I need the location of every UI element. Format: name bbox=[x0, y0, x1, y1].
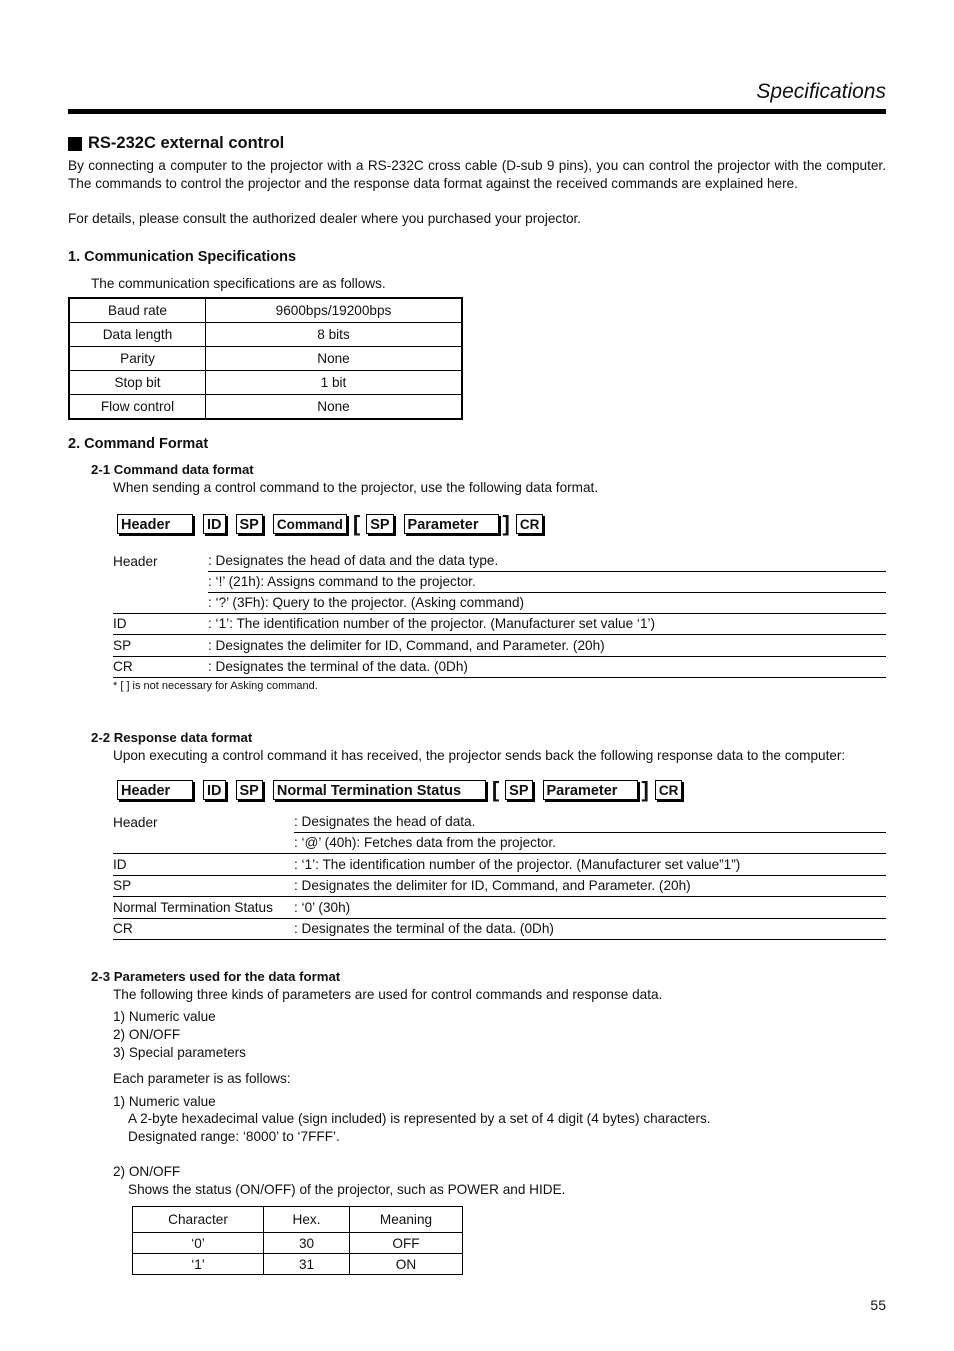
section-title-text: RS-232C external control bbox=[88, 134, 285, 152]
command-definitions bbox=[113, 551, 886, 678]
def-desc: : Designates the terminal of the data. (0Dh) bbox=[208, 659, 468, 675]
def-row bbox=[113, 897, 886, 919]
table-row bbox=[69, 395, 462, 420]
table-header-cell: Meaning bbox=[350, 1207, 463, 1233]
def-term: ID bbox=[113, 616, 127, 632]
fmt-open-bracket: [ bbox=[352, 511, 361, 536]
cmd-sub3-heading: 2-3 Parameters used for the data format bbox=[91, 969, 341, 984]
def-row bbox=[113, 551, 886, 572]
running-header: Specifications bbox=[756, 80, 886, 103]
def-row bbox=[113, 657, 886, 679]
def-term: SP bbox=[113, 878, 132, 894]
def-row bbox=[113, 854, 886, 876]
def-term: Header bbox=[113, 553, 158, 569]
response-definitions bbox=[113, 812, 886, 940]
table-cell: 30 bbox=[264, 1233, 350, 1254]
table-row bbox=[69, 371, 462, 395]
table-cell: None bbox=[206, 395, 463, 420]
fmt2-id-box: ID bbox=[203, 780, 226, 800]
fmt-close-bracket: ] bbox=[502, 511, 510, 536]
def-desc: : Designates the head of data and the data type. bbox=[208, 551, 886, 573]
table-row bbox=[69, 298, 462, 323]
fmt-parameter-box: Parameter bbox=[404, 514, 499, 534]
comm-heading: 1. Communication Specifications bbox=[68, 249, 297, 265]
table-cell: ‘0’ bbox=[133, 1233, 264, 1254]
fmt2-parameter-box: Parameter bbox=[543, 780, 638, 800]
table-cell: Flow control bbox=[69, 395, 206, 420]
table-cell: 1 bit bbox=[206, 371, 463, 395]
table-cell: 31 bbox=[264, 1254, 350, 1275]
table-cell: Stop bit bbox=[69, 371, 206, 395]
fmt-sp-box: SP bbox=[236, 514, 263, 534]
param-kind-item: 3) Special parameters bbox=[113, 1045, 246, 1060]
asking-command-note: * [ ] is not necessary for Asking command. bbox=[113, 680, 318, 692]
def-row bbox=[113, 635, 886, 657]
cmd-sub2-heading: 2-2 Response data format bbox=[91, 730, 253, 745]
fmt2-cr-box: CR bbox=[655, 780, 683, 800]
cmd-sub1-lead: When sending a control command to the projector, use the following data format. bbox=[113, 480, 599, 495]
section-title bbox=[68, 134, 284, 153]
def-row bbox=[113, 919, 886, 941]
table-cell: Data length bbox=[69, 323, 206, 347]
header-rule bbox=[68, 109, 886, 114]
response-format-diagram bbox=[117, 778, 692, 802]
def-row bbox=[113, 812, 886, 833]
each-param-lead: Each parameter is as follows: bbox=[113, 1071, 291, 1086]
comm-lead: The communication specifications are as follows. bbox=[91, 276, 386, 291]
def-desc: : Designates the head of data. bbox=[294, 812, 886, 834]
def-term: SP bbox=[113, 637, 132, 653]
numeric-desc: A 2-byte hexadecimal value (sign included) is represented by a set of 4 digit (4 bytes) characters. bbox=[128, 1111, 711, 1126]
fmt2-status-box: Normal Termination Status bbox=[273, 780, 486, 800]
def-desc: : ‘1’: The identification number of the projector. (Manufacturer set value”1”) bbox=[294, 856, 741, 872]
table-cell: ON bbox=[350, 1254, 463, 1275]
fmt2-sp2-box: SP bbox=[505, 780, 532, 800]
cmd-heading: 2. Command Format bbox=[68, 436, 209, 452]
cmd-sub2-lead: Upon executing a control command it has received, the projector sends back the following response data to the computer: bbox=[113, 748, 846, 763]
table-cell: None bbox=[206, 347, 463, 371]
def-term: Normal Termination Status bbox=[113, 899, 273, 915]
fmt2-close-bracket: ] bbox=[641, 777, 649, 802]
def-term: CR bbox=[113, 921, 133, 937]
comm-spec-table bbox=[68, 297, 463, 420]
command-format-diagram bbox=[117, 512, 553, 536]
def-desc: : Designates the delimiter for ID, Command, and Parameter. (20h) bbox=[208, 637, 605, 653]
def-desc: : ‘@’ (40h): Fetches data from the projector. bbox=[294, 835, 556, 851]
numeric-range: Designated range: ‘8000’ to ‘7FFF’. bbox=[128, 1129, 340, 1144]
table-header-cell: Hex. bbox=[264, 1207, 350, 1233]
onoff-table bbox=[132, 1206, 463, 1275]
fmt-id-box: ID bbox=[203, 514, 226, 534]
fmt-sp2-box: SP bbox=[366, 514, 393, 534]
table-cell: 8 bits bbox=[206, 323, 463, 347]
table-row bbox=[133, 1233, 463, 1254]
def-desc: : ‘0’ (30h) bbox=[294, 899, 351, 915]
table-cell: OFF bbox=[350, 1233, 463, 1254]
param-kind-item: 1) Numeric value bbox=[113, 1009, 216, 1024]
def-row bbox=[113, 876, 886, 898]
def-term: ID bbox=[113, 856, 127, 872]
table-cell: Baud rate bbox=[69, 298, 206, 323]
fmt-header-box: Header bbox=[117, 514, 193, 534]
onoff-desc: Shows the status (ON/OFF) of the projector, such as POWER and HIDE. bbox=[128, 1182, 566, 1197]
cmd-sub1-heading: 2-1 Command data format bbox=[91, 462, 254, 477]
def-row bbox=[113, 614, 886, 636]
table-header-row bbox=[133, 1207, 463, 1233]
numeric-title: 1) Numeric value bbox=[113, 1094, 216, 1109]
def-row bbox=[113, 833, 886, 855]
onoff-title: 2) ON/OFF bbox=[113, 1164, 181, 1179]
def-row bbox=[113, 592, 886, 614]
table-row bbox=[69, 347, 462, 371]
def-desc: : Designates the delimiter for ID, Command, and Parameter. (20h) bbox=[294, 878, 691, 894]
intro-paragraph: By connecting a computer to the projector with a RS-232C cross cable (D-sub 9 pins), you can control the projector with the computer. The commands to control the projector and the response data format against the received commands are explained here. bbox=[68, 158, 886, 191]
def-term: CR bbox=[113, 659, 133, 675]
square-bullet-icon bbox=[68, 137, 82, 151]
page-number: 55 bbox=[870, 1297, 886, 1313]
table-header-cell: Character bbox=[133, 1207, 264, 1233]
def-desc: : Designates the terminal of the data. (0Dh) bbox=[294, 921, 554, 937]
def-term: Header bbox=[113, 814, 158, 830]
table-cell: Parity bbox=[69, 347, 206, 371]
def-desc: : ‘1’: The identification number of the projector. (Manufacturer set value ‘1’) bbox=[208, 616, 656, 632]
fmt2-sp-box: SP bbox=[236, 780, 263, 800]
table-cell: 9600bps/19200bps bbox=[206, 298, 463, 323]
cmd-sub3-lead: The following three kinds of parameters are used for control commands and response data. bbox=[113, 987, 663, 1002]
fmt2-open-bracket: [ bbox=[491, 777, 500, 802]
table-row bbox=[133, 1254, 463, 1275]
fmt-cr-box: CR bbox=[516, 514, 544, 534]
def-row bbox=[113, 572, 886, 593]
fmt2-header-box: Header bbox=[117, 780, 193, 800]
def-desc: : ‘?’ (3Fh): Query to the projector. (Asking command) bbox=[208, 594, 525, 610]
fmt-command-box: Command bbox=[273, 514, 347, 534]
table-cell: ‘1’ bbox=[133, 1254, 264, 1275]
table-row bbox=[69, 323, 462, 347]
def-desc: : ‘!’ (21h): Assigns command to the projector. bbox=[208, 571, 886, 593]
intro-note: For details, please consult the authorized dealer where you purchased your projector. bbox=[68, 211, 582, 226]
param-kind-item: 2) ON/OFF bbox=[113, 1027, 181, 1042]
